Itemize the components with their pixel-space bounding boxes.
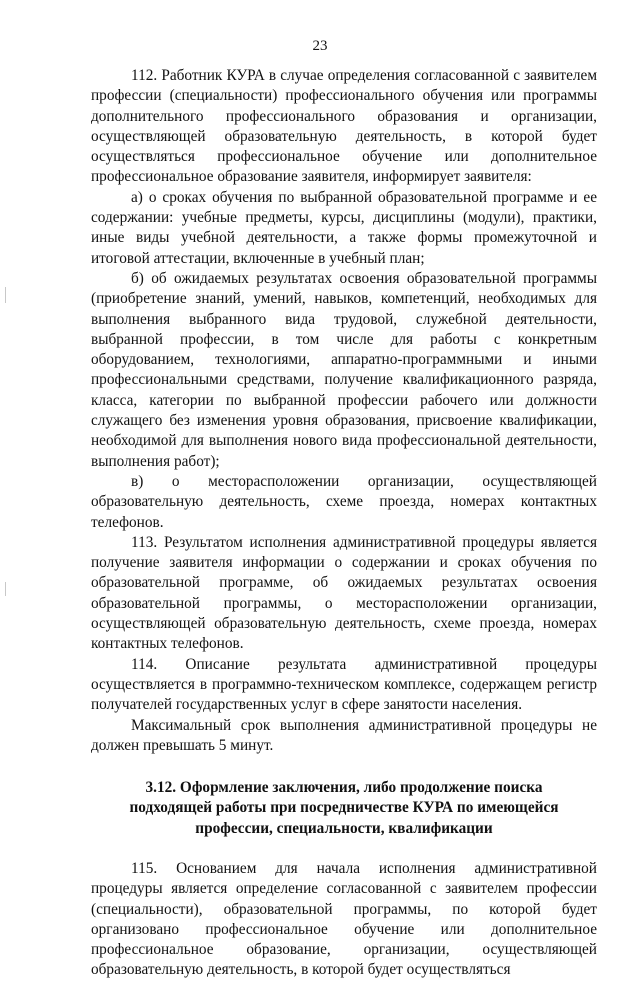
page-number: 23 [312,38,328,54]
paragraph-112-b: б) об ожидаемых результатах освоения образовательной программы (приобретение знаний, умений, навыков, компетенций, необходимых для выполнения выбранного вида трудовой, служебной деятельности, выбранной профессии, в том числе для работы с конкретным оборудованием, технологиями, аппаратно-программными и иными профессиональными средствами, получение квалификационного разряда, класса, категории по выбранной профессии рабочего или должности служащего без изменения уровня образования, присвоение квалификации, необходимой для выполнения нового вида профессиональной деятельности, выполнения работ); [91,269,597,470]
margin-mark [5,287,6,303]
paragraph-112-v: в) о месторасположении организации, осуществляющей образовательную деятельность, схеме проезда, номерах контактных телефонов. [91,472,597,531]
paragraph-114: 114. Описание результата административной процедуры осуществляется в программно-техническом комплексе, содержащем регистр получателей государственных услуг в сфере занятости населения. [91,655,597,714]
section-heading: 3.12. Оформление заключения, либо продолжение поиска подходящей работы при посредничестве КУРА по имеющейся профессии, специальности, квалификации [129,779,559,837]
paragraph-113: 113. Результатом исполнения административной процедуры является получение заявителя информации о содержании и сроках обучения по образовательной программе, об ожидаемых результатах освоения образовательной программы, о месторасположении организации, осуществляющей образовательную деятельность, схеме проезда, номерах контактных телефонов. [91,533,597,653]
margin-mark [5,582,6,596]
paragraph-115: 115. Основанием для начала исполнения административной процедуры является определение согласованной с заявителем профессии (специальности), образовательной программы, по которой будет организовано профессиональное обучение или дополнительное профессиональное образование, организации, осуществляющей образовательную деятельность, в которой будет осуществляться [91,859,597,979]
paragraph-112: 112. Работник КУРА в случае определения согласованной с заявителем профессии (специальности) профессионального обучения или программы дополнительного профессионального образования и организации, осуществляющей образовательную деятельность, в которой будет осуществляться профессиональное обучение или дополнительное профессиональное образование заявителя, информирует заявителя: [91,67,597,186]
paragraph-112-a: а) о сроках обучения по выбранной образовательной программе и ее содержании: учебные предметы, курсы, дисциплины (модули), практики, иные виды учебной деятельности, а также формы промежуточной и итоговой аттестации, включенные в учебный план; [91,188,597,267]
document-body [91,66,597,981]
paragraph-max-time: Максимальный срок выполнения административной процедуры не должен превышать 5 минут. [91,716,597,754]
